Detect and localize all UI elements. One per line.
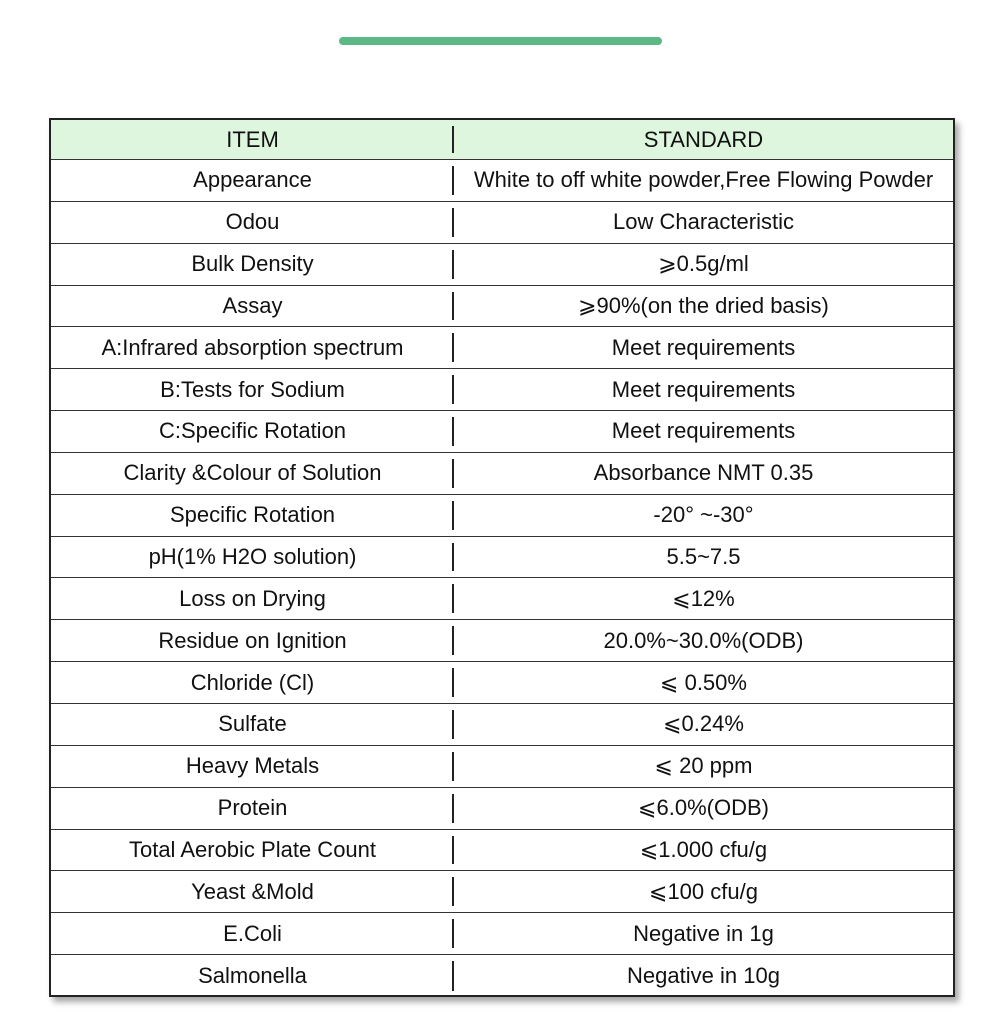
- item-cell: Clarity &Colour of Solution: [51, 453, 454, 494]
- standard-cell: Negative in 10g: [627, 962, 780, 988]
- item-cell: Specific Rotation: [51, 495, 454, 536]
- table-row: [51, 369, 953, 411]
- table-row: [51, 830, 953, 872]
- table-row: [51, 244, 953, 286]
- standard-cell: ⩽1.000 cfu/g: [639, 836, 768, 862]
- table-row: [51, 495, 953, 537]
- table-row: [51, 202, 953, 244]
- table-body: [51, 160, 953, 997]
- item-cell: C:Specific Rotation: [51, 411, 454, 452]
- item-cell: Assay: [51, 286, 454, 327]
- table-header-row: [51, 120, 953, 160]
- item-cell: Loss on Drying: [51, 578, 454, 619]
- table-row: [51, 327, 953, 369]
- item-cell: Protein: [51, 788, 454, 829]
- item-cell: Residue on Ignition: [51, 620, 454, 661]
- standard-cell: Low Characteristic: [613, 209, 794, 235]
- table-row: [51, 286, 953, 328]
- table-row: [51, 578, 953, 620]
- column-header-standard: STANDARD: [643, 126, 764, 152]
- item-cell: Salmonella: [51, 955, 454, 997]
- item-cell: E.Coli: [51, 913, 454, 954]
- standard-cell: ⩽ 0.50%: [660, 669, 747, 695]
- item-cell: Yeast &Mold: [51, 871, 454, 912]
- standard-cell: ⩽0.24%: [663, 711, 744, 737]
- standard-cell: White to off white powder,Free Flowing Powder: [473, 167, 934, 193]
- standard-cell: ⩽100 cfu/g: [649, 878, 758, 904]
- item-cell: A:Infrared absorption spectrum: [51, 327, 454, 368]
- table-row: [51, 746, 953, 788]
- standard-cell: 20.0%~30.0%(ODB): [603, 627, 804, 653]
- standard-cell: ⩽ 20 ppm: [654, 753, 753, 779]
- standard-cell: ⩾90%(on the dried basis): [578, 292, 829, 318]
- standard-cell: ⩾0.5g/ml: [658, 251, 749, 277]
- item-cell: Bulk Density: [51, 244, 454, 285]
- standard-cell: -20° ~-30°: [653, 502, 754, 528]
- accent-bar: [339, 37, 662, 45]
- item-cell: pH(1% H2O solution): [51, 537, 454, 578]
- standard-cell: Meet requirements: [611, 376, 796, 402]
- table-row: [51, 704, 953, 746]
- item-cell: Heavy Metals: [51, 746, 454, 787]
- column-header-item: ITEM: [51, 120, 454, 159]
- standard-cell: ⩽12%: [672, 585, 735, 611]
- table-row: [51, 537, 953, 579]
- table-row: [51, 955, 953, 997]
- standard-cell: Meet requirements: [611, 418, 796, 444]
- item-cell: Appearance: [51, 160, 454, 201]
- item-cell: Sulfate: [51, 704, 454, 745]
- spec-table: [49, 118, 955, 997]
- standard-cell: ⩽6.0%(ODB): [638, 795, 769, 821]
- item-cell: Odou: [51, 202, 454, 243]
- table-row: [51, 871, 953, 913]
- item-cell: B:Tests for Sodium: [51, 369, 454, 410]
- standard-cell: 5.5~7.5: [666, 544, 741, 570]
- item-cell: Chloride (Cl): [51, 662, 454, 703]
- table-row: [51, 662, 953, 704]
- table-row: [51, 620, 953, 662]
- table-row: [51, 411, 953, 453]
- table-row: [51, 453, 953, 495]
- table-row: [51, 160, 953, 202]
- table-row: [51, 788, 953, 830]
- table-row: [51, 913, 953, 955]
- standard-cell: Meet requirements: [611, 334, 796, 360]
- standard-cell: Negative in 1g: [633, 920, 774, 946]
- item-cell: Total Aerobic Plate Count: [51, 830, 454, 871]
- standard-cell: Absorbance NMT 0.35: [593, 460, 814, 486]
